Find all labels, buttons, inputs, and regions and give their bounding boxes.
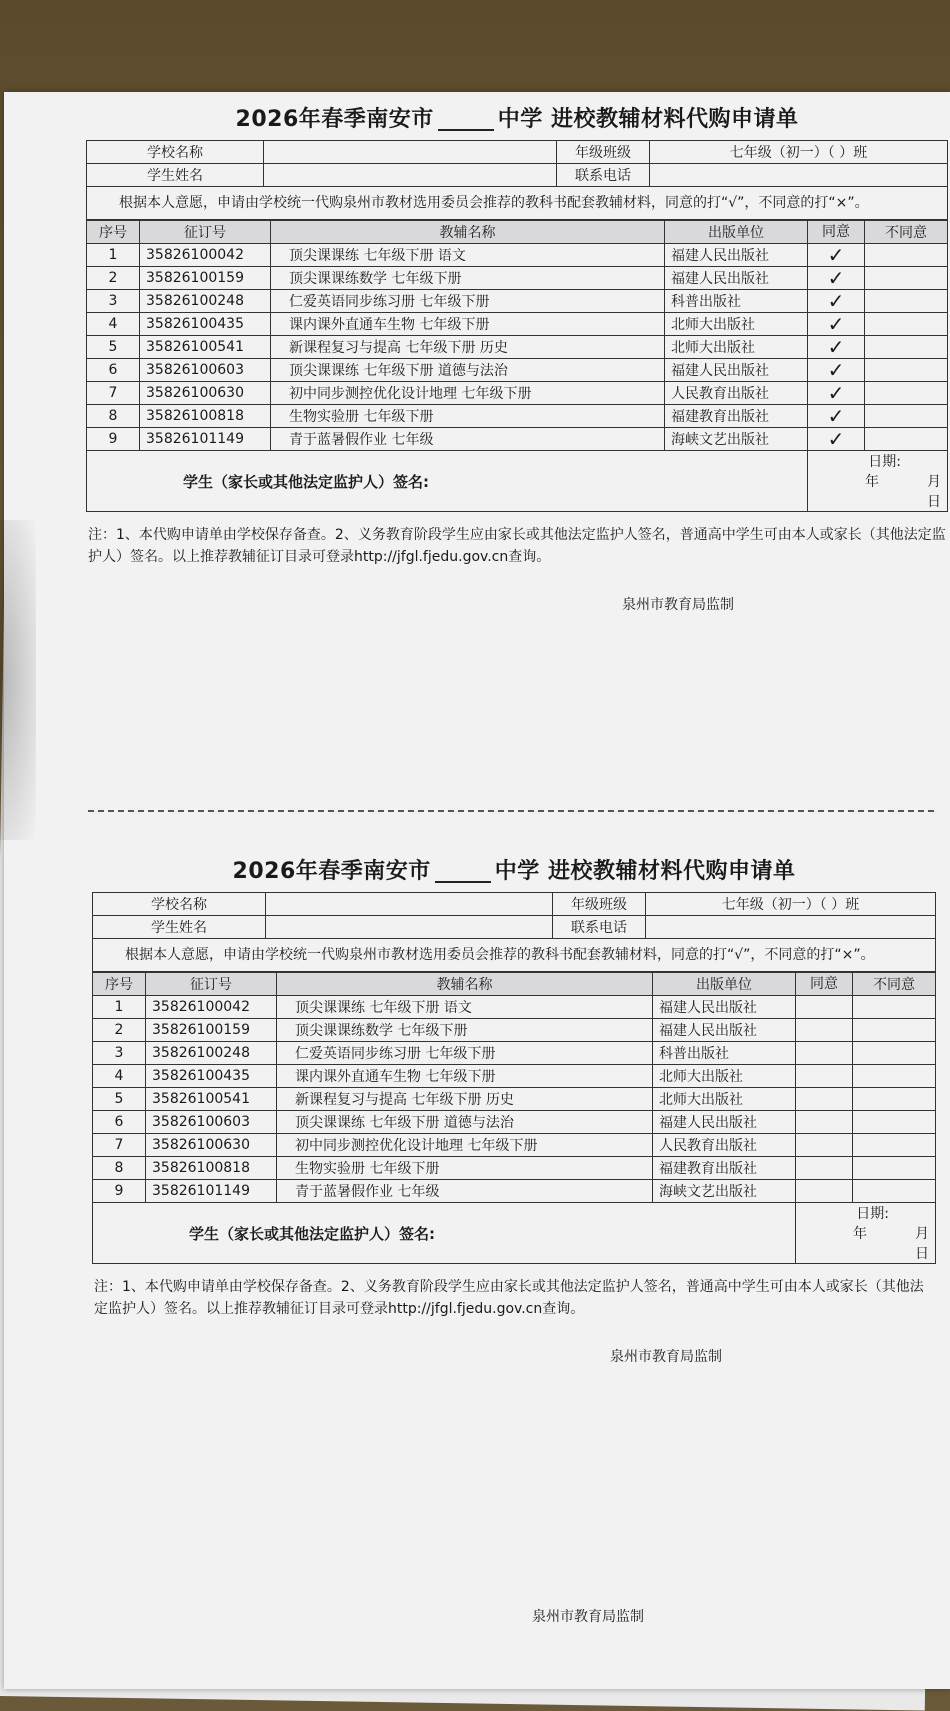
signature-field[interactable] [87, 451, 808, 512]
row-index: 6 [93, 1111, 146, 1134]
agree-checkbox[interactable]: ✓ [808, 244, 865, 267]
title-prefix: 2026年春季南安市 [232, 859, 431, 884]
row-name: 仁爱英语同步练习册 七年级下册 [277, 1042, 653, 1065]
table-row [93, 1157, 936, 1180]
grade-label: 年级班级 [553, 893, 646, 916]
row-name: 顶尖课课练数学 七年级下册 [277, 1019, 653, 1042]
agree-checkbox[interactable] [796, 996, 853, 1019]
row-publisher: 福建人民出版社 [665, 359, 808, 382]
student-label: 学生姓名 [87, 164, 264, 187]
row-code: 35826100435 [140, 313, 271, 336]
cut-line [88, 810, 934, 812]
disagree-checkbox[interactable] [853, 1065, 936, 1088]
table-row [87, 244, 948, 267]
footnote: 注：1、本代购申请单由学校保存备查。2、义务教育阶段学生应由家长或其他法定监护人签名，普通高中学生可由本人或家长（其他法定监护人）签名。以上推荐教辅征订目录可登录http://jfgl.fjedu.gov.cn查询。 [88, 527, 946, 565]
table-row [87, 267, 948, 290]
school-name-field[interactable] [266, 893, 553, 916]
hand-shadow [0, 520, 36, 840]
disagree-checkbox[interactable] [853, 1157, 936, 1180]
row-index: 6 [87, 359, 140, 382]
disagree-checkbox[interactable] [853, 1088, 936, 1111]
row-name: 生物实验册 七年级下册 [271, 405, 665, 428]
row-publisher: 北师大出版社 [653, 1065, 796, 1088]
row-name: 新课程复习与提高 七年级下册 历史 [277, 1088, 653, 1111]
month-label: 月 [927, 474, 941, 490]
agree-checkbox[interactable] [796, 1065, 853, 1088]
row-publisher: 北师大出版社 [665, 336, 808, 359]
row-name: 课内课外直通车生物 七年级下册 [277, 1065, 653, 1088]
signature-label: 学生（家长或其他法定监护人）签名: [183, 472, 430, 491]
disagree-checkbox[interactable] [853, 1111, 936, 1134]
row-publisher: 福建人民出版社 [653, 996, 796, 1019]
signature-label: 学生（家长或其他法定监护人）签名: [189, 1224, 436, 1243]
date-label: 日期: [856, 1206, 889, 1222]
table-row [93, 1134, 936, 1157]
form-table [86, 140, 948, 220]
row-publisher: 福建人民出版社 [665, 267, 808, 290]
row-code: 35826100435 [146, 1065, 277, 1088]
col-code: 征订号 [140, 221, 271, 244]
school-label: 学校名称 [93, 893, 266, 916]
col-disagree: 不同意 [865, 221, 948, 244]
row-index: 7 [87, 382, 140, 405]
agree-checkbox[interactable] [796, 1088, 853, 1111]
student-name-field[interactable] [264, 164, 557, 187]
agree-checkbox[interactable]: ✓ [808, 290, 865, 313]
col-index: 序号 [93, 973, 146, 996]
row-index: 1 [93, 996, 146, 1019]
col-name: 教辅名称 [271, 221, 665, 244]
disagree-checkbox[interactable] [865, 359, 948, 382]
agree-checkbox[interactable] [796, 1042, 853, 1065]
table-row [93, 996, 936, 1019]
row-publisher: 北师大出版社 [653, 1088, 796, 1111]
row-name: 顶尖课课练数学 七年级下册 [271, 267, 665, 290]
application-form-top [86, 100, 948, 614]
row-index: 5 [87, 336, 140, 359]
agree-checkbox[interactable] [796, 1111, 853, 1134]
supervisor-label: 泉州市教育局监制 [610, 1349, 722, 1365]
row-code: 35826100603 [140, 359, 271, 382]
row-publisher: 科普出版社 [653, 1042, 796, 1065]
phone-field[interactable] [646, 916, 936, 939]
row-name: 顶尖课课练 七年级下册 语文 [271, 244, 665, 267]
row-index: 7 [93, 1134, 146, 1157]
disagree-checkbox[interactable] [865, 267, 948, 290]
col-index: 序号 [87, 221, 140, 244]
materials-table [86, 220, 948, 512]
table-row [87, 290, 948, 313]
grade-value[interactable]: 七年级（初一）（ ）班 [650, 141, 948, 164]
disagree-checkbox[interactable] [865, 405, 948, 428]
student-label: 学生姓名 [93, 916, 266, 939]
date-field[interactable] [808, 451, 948, 512]
year-label: 年 [853, 1226, 867, 1242]
row-code: 35826100818 [146, 1157, 277, 1180]
row-index: 8 [93, 1157, 146, 1180]
phone-label: 联系电话 [553, 916, 646, 939]
row-name: 青于蓝暑假作业 七年级 [271, 428, 665, 451]
row-publisher: 科普出版社 [665, 290, 808, 313]
table-row [93, 1111, 936, 1134]
table-row [93, 1019, 936, 1042]
row-code: 35826101149 [140, 428, 271, 451]
agree-checkbox[interactable]: ✓ [808, 336, 865, 359]
col-publisher: 出版单位 [665, 221, 808, 244]
grade-label: 年级班级 [557, 141, 650, 164]
table-row [93, 1088, 936, 1111]
row-publisher: 北师大出版社 [665, 313, 808, 336]
day-label: 日 [915, 1246, 929, 1262]
row-name: 新课程复习与提高 七年级下册 历史 [271, 336, 665, 359]
supervisor-label: 泉州市教育局监制 [622, 597, 734, 613]
form-table [92, 892, 936, 972]
agree-checkbox[interactable] [796, 1180, 853, 1203]
month-label: 月 [915, 1226, 929, 1242]
table-row [87, 405, 948, 428]
agree-checkbox[interactable]: ✓ [808, 382, 865, 405]
footnote: 注：1、本代购申请单由学校保存备查。2、义务教育阶段学生应由家长或其他法定监护人签名，普通高中学生可由本人或家长（其他法定监护人）签名。以上推荐教辅征订目录可登录http://jfgl.fjedu.gov.cn查询。 [94, 1279, 924, 1317]
col-code: 征订号 [146, 973, 277, 996]
row-code: 35826100630 [146, 1134, 277, 1157]
row-publisher: 海峡文艺出版社 [653, 1180, 796, 1203]
row-index: 3 [93, 1042, 146, 1065]
row-code: 35826100630 [140, 382, 271, 405]
row-code: 35826100042 [146, 996, 277, 1019]
row-publisher: 福建教育出版社 [653, 1157, 796, 1180]
agree-checkbox[interactable]: ✓ [808, 405, 865, 428]
title-prefix: 2026年春季南安市 [235, 107, 434, 132]
row-code: 35826101149 [146, 1180, 277, 1203]
table-row [87, 428, 948, 451]
row-publisher: 福建人民出版社 [653, 1019, 796, 1042]
row-name: 课内课外直通车生物 七年级下册 [271, 313, 665, 336]
row-index: 2 [87, 267, 140, 290]
table-row [93, 1042, 936, 1065]
application-form-bottom [92, 852, 936, 1366]
col-agree: 同意 [808, 221, 865, 244]
day-label: 日 [927, 494, 941, 510]
school-label: 学校名称 [87, 141, 264, 164]
student-name-field[interactable] [266, 916, 553, 939]
disagree-checkbox[interactable] [853, 1042, 936, 1065]
col-publisher: 出版单位 [653, 973, 796, 996]
row-publisher: 海峡文艺出版社 [665, 428, 808, 451]
row-code: 35826100541 [146, 1088, 277, 1111]
row-name: 生物实验册 七年级下册 [277, 1157, 653, 1180]
table-row [93, 1065, 936, 1088]
row-index: 8 [87, 405, 140, 428]
row-index: 9 [87, 428, 140, 451]
underlying-page-supervisor: 泉州市教育局监制 [532, 1609, 644, 1625]
disagree-checkbox[interactable] [853, 996, 936, 1019]
row-index: 4 [93, 1065, 146, 1088]
agree-checkbox[interactable] [796, 1134, 853, 1157]
disagree-checkbox[interactable] [865, 336, 948, 359]
row-code: 35826100603 [146, 1111, 277, 1134]
col-name: 教辅名称 [277, 973, 653, 996]
row-publisher: 人民教育出版社 [653, 1134, 796, 1157]
agree-checkbox[interactable]: ✓ [808, 313, 865, 336]
date-field[interactable] [796, 1203, 936, 1264]
school-name-blank[interactable] [438, 109, 494, 131]
row-code: 35826100541 [140, 336, 271, 359]
disagree-checkbox[interactable] [865, 290, 948, 313]
grade-value[interactable]: 七年级（初一）（ ）班 [646, 893, 936, 916]
agree-checkbox[interactable] [796, 1157, 853, 1180]
table-row [87, 336, 948, 359]
consent-text: 根据本人意愿，申请由学校统一代购泉州市教材选用委员会推荐的教科书配套教辅材料，同意的打“√”，不同意的打“×”。 [93, 939, 936, 972]
date-label: 日期: [868, 454, 901, 470]
row-index: 4 [87, 313, 140, 336]
table-row [87, 382, 948, 405]
row-publisher: 福建教育出版社 [665, 405, 808, 428]
row-code: 35826100818 [140, 405, 271, 428]
row-name: 青于蓝暑假作业 七年级 [277, 1180, 653, 1203]
col-disagree: 不同意 [853, 973, 936, 996]
row-index: 5 [93, 1088, 146, 1111]
table-row [87, 359, 948, 382]
phone-field[interactable] [650, 164, 948, 187]
signature-field[interactable] [93, 1203, 796, 1264]
row-publisher: 福建人民出版社 [665, 244, 808, 267]
materials-table [92, 972, 936, 1264]
school-name-blank[interactable] [435, 861, 491, 883]
year-label: 年 [865, 474, 879, 490]
agree-checkbox[interactable]: ✓ [808, 428, 865, 451]
form-title [86, 100, 948, 140]
disagree-checkbox[interactable] [865, 313, 948, 336]
title-suffix: 中学 进校教辅材料代购申请单 [494, 859, 796, 884]
table-row [93, 1180, 936, 1203]
agree-checkbox[interactable]: ✓ [808, 267, 865, 290]
table-row [87, 313, 948, 336]
row-code: 35826100159 [146, 1019, 277, 1042]
title-suffix: 中学 进校教辅材料代购申请单 [497, 107, 799, 132]
disagree-checkbox[interactable] [865, 428, 948, 451]
row-name: 初中同步测控优化设计地理 七年级下册 [271, 382, 665, 405]
row-index: 1 [87, 244, 140, 267]
row-index: 2 [93, 1019, 146, 1042]
form-title [92, 852, 936, 892]
row-name: 仁爱英语同步练习册 七年级下册 [271, 290, 665, 313]
row-name: 顶尖课课练 七年级下册 道德与法治 [277, 1111, 653, 1134]
disagree-checkbox[interactable] [865, 244, 948, 267]
disagree-checkbox[interactable] [853, 1180, 936, 1203]
row-publisher: 人民教育出版社 [665, 382, 808, 405]
disagree-checkbox[interactable] [865, 382, 948, 405]
disagree-checkbox[interactable] [853, 1019, 936, 1042]
disagree-checkbox[interactable] [853, 1134, 936, 1157]
row-index: 3 [87, 290, 140, 313]
row-name: 顶尖课课练 七年级下册 语文 [277, 996, 653, 1019]
row-code: 35826100042 [140, 244, 271, 267]
col-agree: 同意 [796, 973, 853, 996]
row-code: 35826100159 [140, 267, 271, 290]
row-name: 初中同步测控优化设计地理 七年级下册 [277, 1134, 653, 1157]
agree-checkbox[interactable]: ✓ [808, 359, 865, 382]
school-name-field[interactable] [264, 141, 557, 164]
consent-text: 根据本人意愿，申请由学校统一代购泉州市教材选用委员会推荐的教科书配套教辅材料，同意的打“√”，不同意的打“×”。 [87, 187, 948, 220]
row-code: 35826100248 [140, 290, 271, 313]
phone-label: 联系电话 [557, 164, 650, 187]
agree-checkbox[interactable] [796, 1019, 853, 1042]
row-publisher: 福建人民出版社 [653, 1111, 796, 1134]
row-name: 顶尖课课练 七年级下册 道德与法治 [271, 359, 665, 382]
row-index: 9 [93, 1180, 146, 1203]
row-code: 35826100248 [146, 1042, 277, 1065]
